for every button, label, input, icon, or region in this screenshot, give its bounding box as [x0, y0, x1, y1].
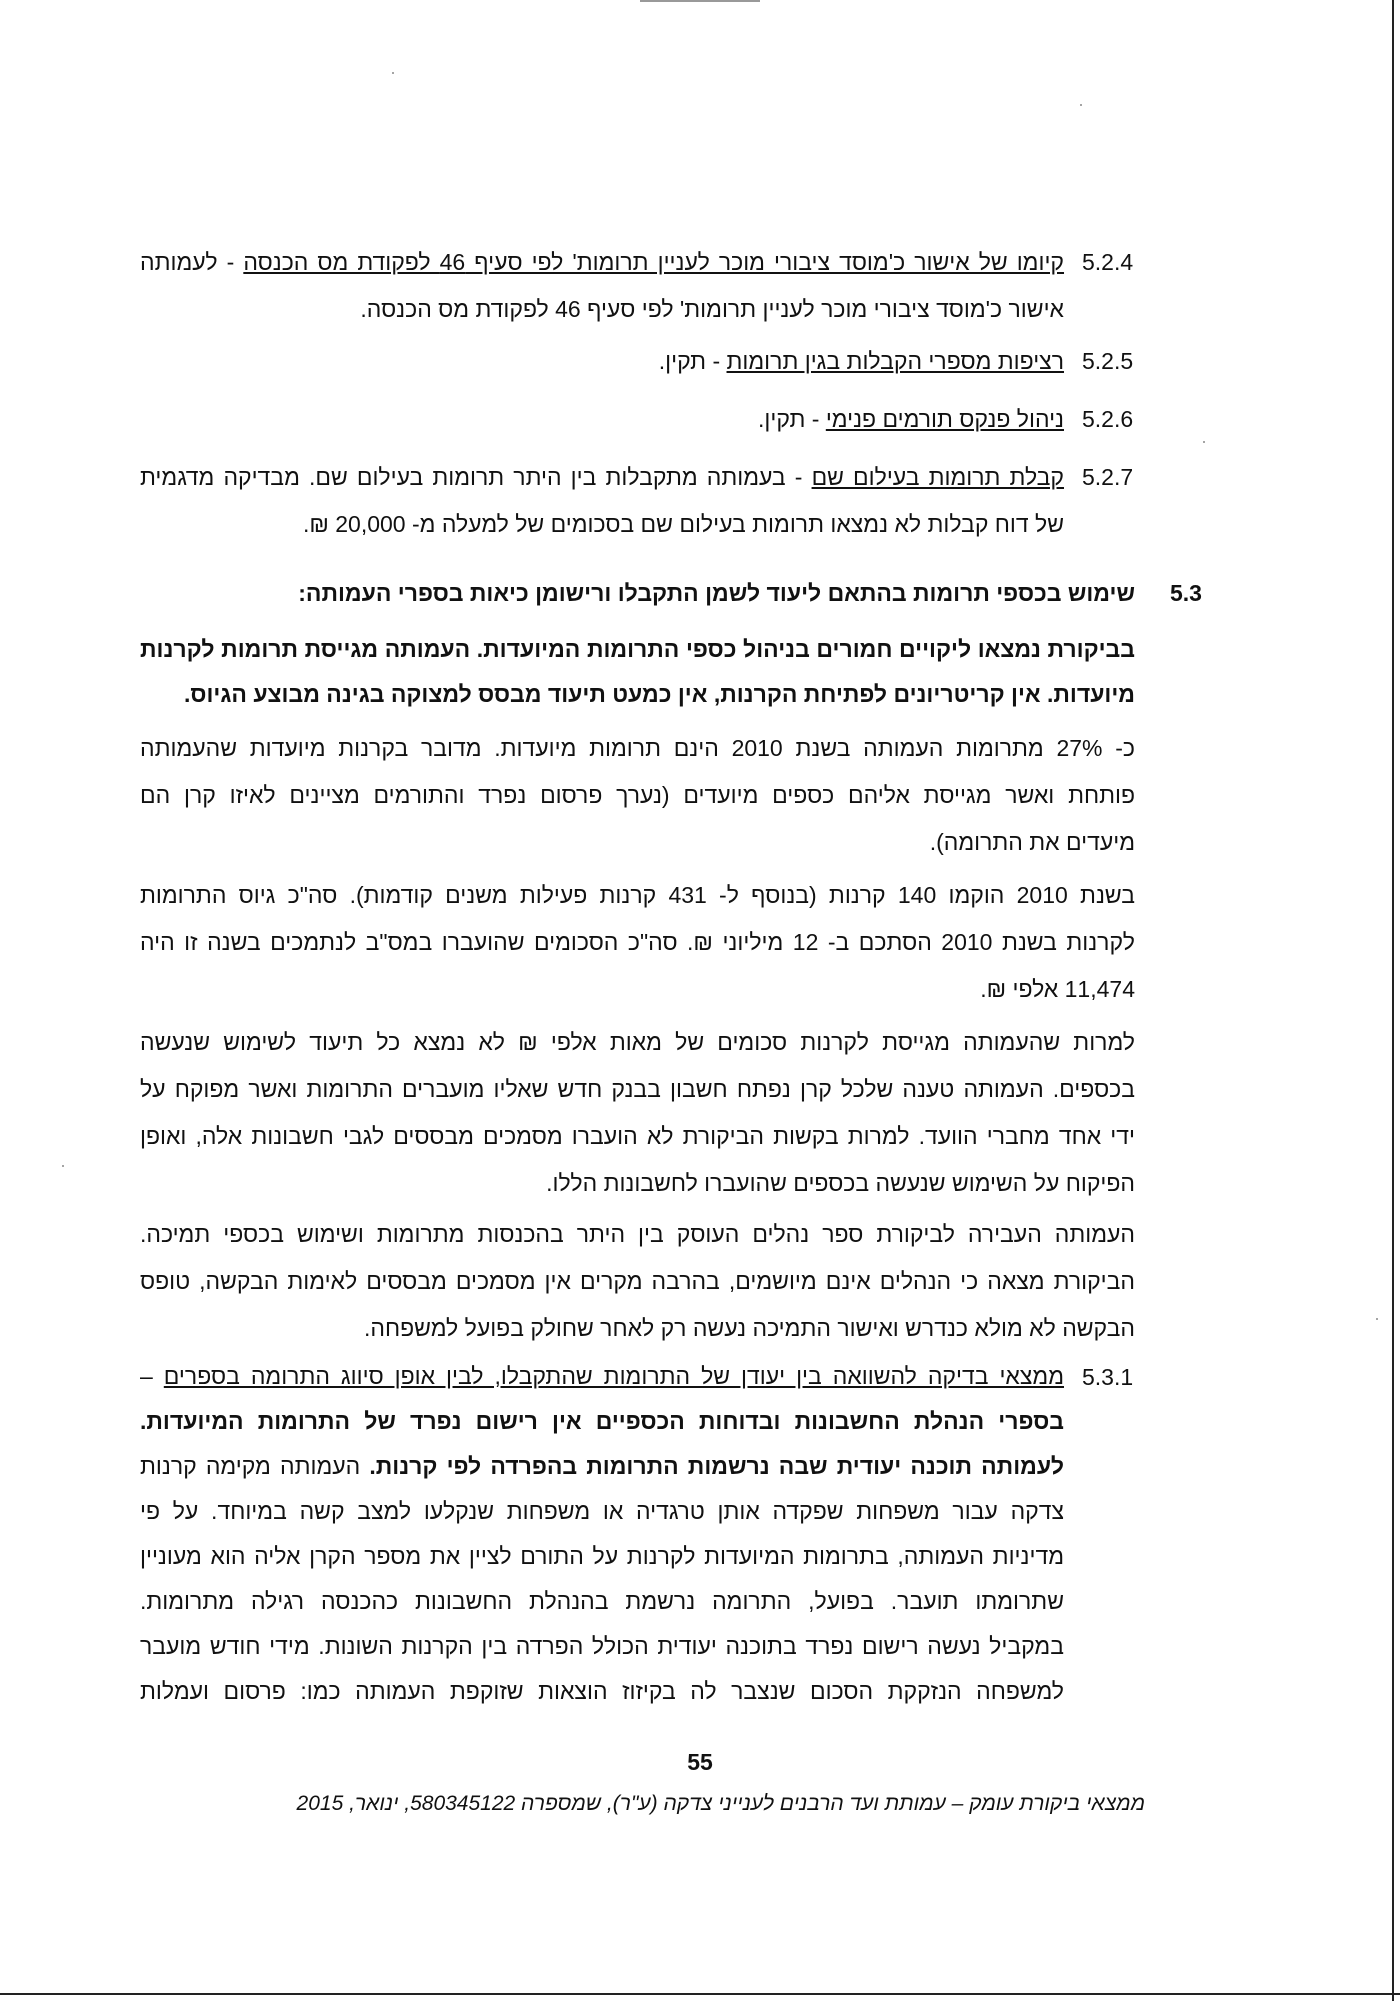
- item-number: 5.2.4: [1082, 249, 1134, 275]
- bold-findings-paragraph: בביקורת נמצאו ליקויים חמורים בניהול כספי התרומות המיועדות. העמותה מגייסת תרומות לקרנות מיועדות. אין קריטריונים לפתיחת הקרנות, אין כמעט תיעוד מבסס למצוקה בגינה מבוצע הגיוס.: [140, 636, 1135, 707]
- item-number: 5.2.5: [1082, 348, 1134, 374]
- section-number: 5.3: [1170, 580, 1202, 606]
- item-5-2-4: קיומו של אישור כ'מוסד ציבורי מוכר לעניין תרומות' לפי סעיף 46 לפקודת מס הכנסה - לעמותה אישור כ'מוסד ציבורי מוכר לעניין תרומות' לפי סעיף 46 לפקודת מס הכנסה.: [140, 239, 1064, 333]
- item-heading: ממצאי בדיקה להשוואה בין יעודן של התרומות שהתקבלו, לבין אופן סיווג התרומה בספרים: [163, 1363, 1064, 1389]
- scan-border-right: [1392, 0, 1394, 2001]
- scan-top-mark: [640, 0, 760, 2]
- paragraph-funds-2010: בשנת 2010 הוקמו 140 קרנות (בנוסף ל- 431 קרנות פעילות משנים קודמות). סה"כ גיוס התרומות לקרנות בשנת 2010 הסתכם ב- 12 מיליוני ₪. סה"כ הסכומים שהועברו במס"ב לנתמכים בשנה זו היה 11,474 אלפי ₪.: [140, 882, 1135, 1002]
- item-number: 5.2.7: [1082, 464, 1134, 490]
- item-text: אישור כ'מוסד ציבורי מוכר לעניין תרומות' לפי סעיף 46 לפקודת מס הכנסה.: [360, 296, 1064, 322]
- item-text: של דוח קבלות לא נמצאו תרומות בעילום שם בסכומים של למעלה מ- 20,000 ₪.: [302, 511, 1064, 537]
- paragraph-designated-donations: כ- 27% מתרומות העמותה בשנת 2010 הינם תרומות מיועדות. מדובר בקרנות מיועדות שהעמותה פותחת ואשר מגייסת אליהם כספים מיועדים (נערך פרסום נפרד והתורמים מציינים לאיזו קרן הם מיעדים את התרומה).: [140, 735, 1135, 855]
- scan-border-bottom: [0, 1993, 1400, 1995]
- item-5-2-5: רציפות מספרי הקבלות בגין תרומות - תקין.: [658, 348, 1064, 374]
- paragraph-procedures: העמותה העבירה לביקורת ספר נהלים העוסק בין היתר בהכנסות מתרומות ושימוש בכספי תמיכה. הביקורת מצאה כי הנהלים אינם מיושמים, בהרבה מקרים אין מסמכים מבססים לאימות הבקשה, טופס הבקשה לא מולא כנדרש ואישור התמיכה נעשה רק לאחר שחולק בפועל למשפחה.: [140, 1221, 1135, 1341]
- item-heading: קיומו של אישור כ'מוסד ציבורי מוכר לעניין תרומות' לפי סעיף 46 לפקודת מס הכנסה: [243, 249, 1065, 275]
- paragraph-no-documentation: למרות שהעמותה מגייסת לקרנות סכומים של מאות אלפי ₪ לא נמצא כל תיעוד לשימוש שנעשה בכספים. העמותה טענה שלכל קרן נפתח חשבון בבנק חדש שאליו מועברים התרומות ואשר מפוקח על ידי אחד מחברי הוועד. למרות בקשות הביקורת לא הועברו מסמכים מבססים לגבי חשבונות אלה, ואופן הפיקוח על השימוש שנעשה בכספים שהועברו לחשבונות הללו.: [140, 1029, 1135, 1196]
- item-number: 5.2.6: [1082, 406, 1134, 432]
- page-footer: ממצאי ביקורת עומק – עמותת ועד הרבנים לענייני צדקה (ע"ר), שמספרה 580345122, ינואר, 2015: [296, 1792, 1145, 1815]
- scan-speck: [392, 72, 394, 74]
- item-5-3-1: ממצאי בדיקה להשוואה בין יעודן של התרומות שהתקבלו, לבין אופן סיווג התרומה בספרים – בספרי הנהלת החשבונות ובדוחות הכספיים אין רישום נפרד של התרומות המיועדות. לעמותה תוכנה יעודית שבה נרשמות התרומות בהפרדה לפי קרנות. העמותה מקימה קרנות צדקה עבור משפחות שפקדה אותן טרגדיה או משפחות שנקלעו למצב קשה במיוחד. על פי מדיניות העמותה, בתרומות המיועדות לקרנות על התורם לציין את מספר הקרן אליה הוא מעוניין שתרומתו תועבר. בפועל, התרומה נרשמת בהנהלת החשבונות כהכנסה רגילה מתרומות. במקביל נעשה רישום נפרד בתוכנה יעודית הכולל הפרדה בין הקרנות השונות. מידי חודש מועבר למשפחה הנזקקת הסכום שנצבר לה בקיזוז הוצאות שזוקפת העמותה כמו: פרסום ועמלות: [140, 1363, 1064, 1704]
- section-5-3-title: שימוש בכספי תרומות בהתאם ליעוד לשמן התקבלו ורישומן כיאות בספרי העמותה:: [298, 580, 1135, 606]
- item-5-2-7: קבלת תרומות בעילום שם - בעמותה מתקבלות בין היתר תרומות בעילום שם. מבדיקה מדגמית של דוח קבלות לא נמצאו תרומות בעילום שם בסכומים של למעלה מ- 20,000 ₪.: [140, 454, 1064, 548]
- scan-speck: [1080, 104, 1082, 106]
- page-number: 55: [687, 1749, 713, 1775]
- item-heading: רציפות מספרי הקבלות בגין תרומות: [726, 348, 1064, 374]
- scan-speck: [62, 1165, 64, 1167]
- item-heading: ניהול פנקס תורמים פנימי: [825, 406, 1064, 432]
- item-heading: קבלת תרומות בעילום שם: [811, 464, 1064, 490]
- item-5-2-6: ניהול פנקס תורמים פנימי - תקין.: [758, 406, 1064, 432]
- item-number: 5.3.1: [1082, 1364, 1134, 1390]
- scan-speck: [1203, 441, 1205, 443]
- scan-speck: [1376, 1318, 1378, 1320]
